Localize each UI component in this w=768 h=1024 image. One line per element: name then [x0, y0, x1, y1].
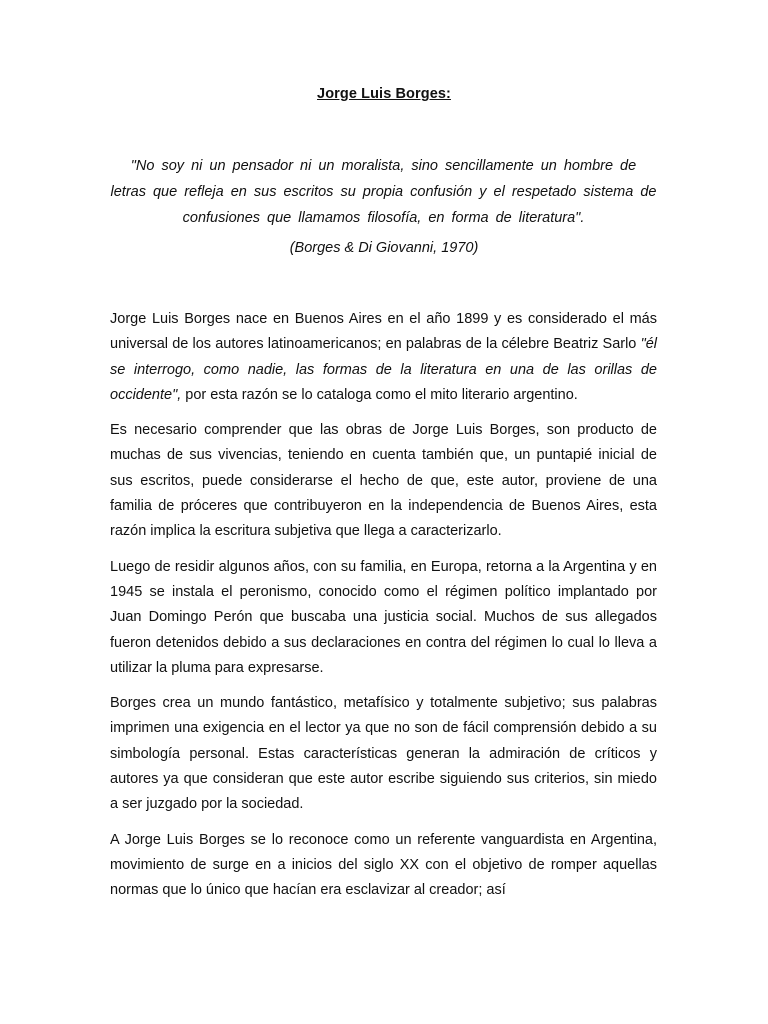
- paragraph-1-text-start: Jorge Luis Borges nace en Buenos Aires en el año 1899 y es considerado el más universal de los autores latinoamericanos; en palabras de la célebre Beatriz Sarlo: [110, 311, 657, 353]
- paragraph-5: A Jorge Luis Borges se lo reconoce como un referente vanguardista en Argentina, movimiento de surge en a inicios del siglo XX con el objetivo de romper aquellas normas que lo único que hacían era esclavizar al creador; así: [110, 831, 657, 899]
- sarlo-quote: "él se interrogo, como nadie, las formas de la literatura en una de las orillas de occidente",: [110, 336, 657, 403]
- paragraph-1-text-end: por esta razón se lo cataloga como el mito literario argentino.: [181, 386, 578, 403]
- paragraph-1: [110, 307, 657, 408]
- paragraph-2: Es necesario comprender que las obras de Jorge Luis Borges, son producto de muchas de sus vivencias, teniendo en cuenta también que, un puntapié inicial de sus escritos, puede considerarse el hecho de que, este autor, proviene de una familia de próceres que contribuyeron en la independencia de Buenos Aires, esta razón implica la escritura subjetiva que llega a caracterizarlo.: [110, 422, 657, 540]
- epigraph-quote: "No soy ni un pensador ni un moralista, sino sencillamente un hombre de letras que refleja en sus escritos su propia confusión y el respetado sistema de confusiones que llamamos filosofía, en forma de literatura".: [110, 158, 657, 226]
- epigraph-citation: (Borges & Di Giovanni, 1970): [289, 240, 479, 256]
- paragraph-3: Luego de residir algunos años, con su familia, en Europa, retorna a la Argentina y en 1945 se instala el peronismo, conocido como el régimen político implantado por Juan Domingo Perón que buscaba una justicia social. Muchos de sus allegados fueron detenidos debido a sus declaraciones en contra del régimen lo cual lo lleva a utilizar la pluma para expresarse.: [110, 558, 657, 676]
- paragraph-4: Borges crea un mundo fantástico, metafísico y totalmente subjetivo; sus palabras imprimen una exigencia en el lector ya que no son de fácil comprensión debido a su simbología personal. Estas características generan la admiración de críticos y autores ya que consideran que este autor escribe siguiendo sus criterios, sin miedo a ser juzgado por la sociedad.: [110, 695, 657, 813]
- document-body: [110, 307, 657, 914]
- document-title: Jorge Luis Borges:: [317, 86, 451, 102]
